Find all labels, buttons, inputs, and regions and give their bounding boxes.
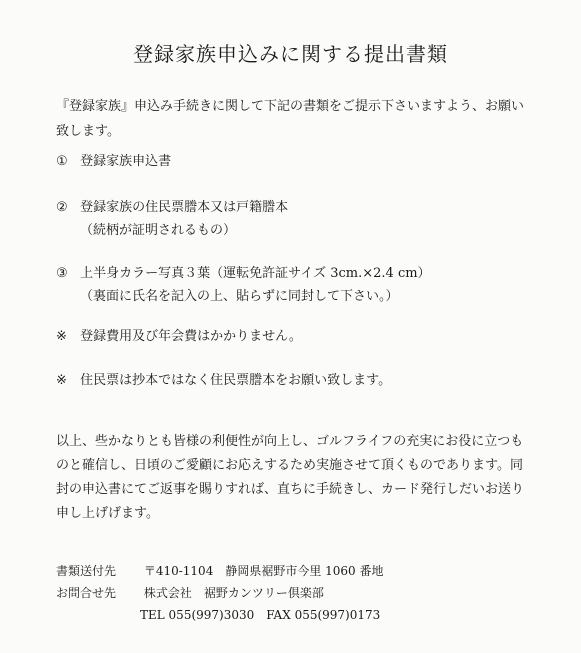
item-number: ③ bbox=[56, 266, 68, 281]
item-number: ② bbox=[56, 200, 68, 215]
item-number: ① bbox=[56, 154, 68, 169]
list-item bbox=[56, 262, 431, 308]
list-item bbox=[56, 150, 171, 173]
list-item bbox=[56, 196, 288, 242]
note-text: 住民票は抄本ではなく住民票謄本をお願い致します。 bbox=[80, 373, 392, 388]
send-label: 書類送付先 bbox=[56, 564, 117, 578]
inquiry-label: お問合せ先 bbox=[56, 586, 117, 600]
inquiry-value: 株式会社 裾野カンツリー倶楽部 bbox=[143, 586, 324, 600]
note-item bbox=[56, 369, 391, 392]
inquiry-line bbox=[56, 582, 324, 604]
send-address-line bbox=[56, 560, 384, 582]
closing-paragraph: 以上、些かなりとも皆様の利便性が向上し、ゴルフライフの充実にお役に立つものと確信し、日頃のご愛顧にお応えするため実施させて頂くものであります。同封の申込書にてご返事を賜りすれば、直ちに手続きし、カード発行しだいお送り申し上げげます。 bbox=[56, 434, 525, 521]
note-mark: ※ bbox=[56, 373, 67, 388]
intro-paragraph: 『登録家族』申込み手続きに関して下記の書類をご提示下さいますよう、お願い致します。 bbox=[56, 99, 525, 139]
item-subtext: （続柄が証明されるもの） bbox=[80, 223, 237, 238]
note-item bbox=[56, 325, 302, 348]
note-text: 登録費用及び年会費はかかりません。 bbox=[80, 329, 302, 344]
note-mark: ※ bbox=[56, 329, 67, 344]
item-text: 登録家族申込書 bbox=[80, 154, 172, 169]
send-value: 〒410-1104 静岡県裾野市今里 1060 番地 bbox=[143, 564, 384, 578]
item-text: 登録家族の住民票謄本又は戸籍謄本 bbox=[80, 200, 289, 215]
phone-fax-line: TEL 055(997)3030 FAX 055(997)0173 bbox=[140, 608, 381, 622]
item-text: 上半身カラー写真３葉（運転免許証サイズ 3cm.×2.4 cm） bbox=[80, 266, 431, 281]
document-title: 登録家族申込みに関する提出書類 bbox=[133, 42, 448, 66]
item-subtext: （裏面に氏名を記入の上、貼らずに同封して下さい。） bbox=[80, 289, 399, 304]
